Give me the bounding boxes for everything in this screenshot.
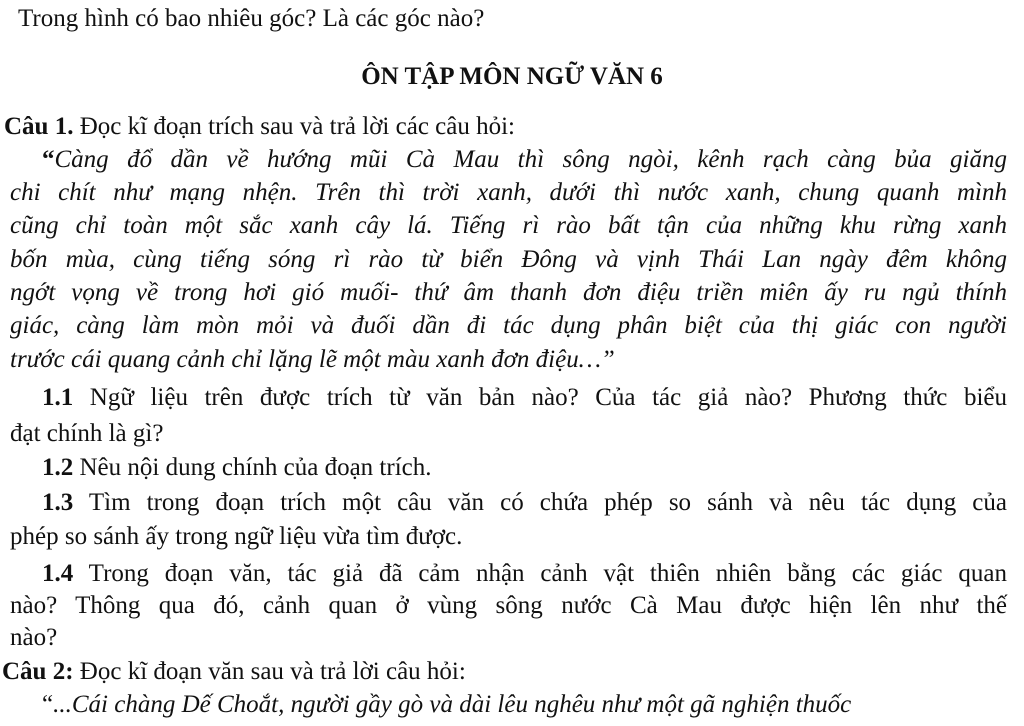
question-2-instruction: Đọc kĩ đoạn văn sau và trả lời câu hỏi:	[73, 658, 466, 685]
subquestion-1-2-text: Nêu nội dung chính của đoạn trích.	[73, 454, 432, 481]
subquestion-1-3-number: 1.3	[42, 489, 74, 516]
passage-line-1-text: Càng đổ dần về hướng mũi Cà Mau thì sông ngòi, kênh rạch càng bủa giăng	[54, 146, 1007, 173]
subquestion-1-1-number: 1.1	[42, 384, 74, 411]
subquestion-1-4-continuation-1: nào? Thông qua đó, cảnh quan ở vùng sông nước Cà Mau được hiện lên như thế	[10, 592, 1007, 619]
passage-line-1	[42, 144, 1007, 176]
passage-line-5: ngớt vọng về trong hơi gió muối- thứ âm thanh đơn điệu triền miên ấy ru ngủ thính	[10, 279, 1007, 306]
subquestion-1-2	[42, 452, 432, 484]
subquestion-1-4-text: Trong đoạn văn, tác giả đã cảm nhận cảnh vật thiên nhiên bằng các giác quan	[73, 560, 1007, 587]
question-2-passage-text: ...Cái chàng Dế Choắt, người gầy gò và dài lêu nghêu như một gã nghiện thuốc	[53, 691, 852, 718]
subquestion-1-3	[42, 487, 1007, 519]
passage-line-7: trước cái quang cảnh chỉ lặng lẽ một màu xanh đơn điệu…”	[10, 346, 615, 373]
subquestion-1-1-text: Ngữ liệu trên được trích từ văn bản nào? Của tác giả nào? Phương thức biểu	[73, 384, 1007, 411]
passage-line-4: bốn mùa, cùng tiếng sóng rì rào từ biển Đông và vịnh Thái Lan ngày đêm không	[10, 246, 1007, 273]
passage-line-6: giác, càng làm mòn mỏi và đuối dần đi tác dụng phân biệt của thị giác con người	[10, 312, 1007, 339]
subquestion-1-1-continuation: đạt chính là gì?	[10, 420, 164, 447]
subquestion-1-2-number: 1.2	[42, 454, 74, 481]
subquestion-1-4-continuation-2: nào?	[10, 624, 58, 651]
question-1-heading	[4, 111, 515, 143]
subquestion-1-4	[42, 558, 1007, 590]
subquestion-1-3-continuation: phép so sánh ấy trong ngữ liệu vừa tìm được.	[10, 523, 463, 550]
question-2-heading	[2, 656, 466, 688]
question-1-label: Câu 1.	[4, 113, 74, 140]
top-question: Trong hình có bao nhiêu góc? Là các góc nào?	[18, 5, 485, 32]
subquestion-1-3-text: Tìm trong đoạn trích một câu văn có chứa phép so sánh và nêu tác dụng của	[73, 489, 1007, 516]
question-2-open-quote: “	[42, 691, 54, 718]
question-1-instruction: Đọc kĩ đoạn trích sau và trả lời các câu hỏi:	[73, 113, 515, 140]
question-2-passage-line-1	[42, 689, 851, 721]
passage-open-quote: “	[42, 146, 55, 173]
section-title: ÔN TẬP MÔN NGỮ VĂN 6	[361, 63, 663, 90]
subquestion-1-4-number: 1.4	[42, 560, 74, 587]
passage-line-2: chi chít như mạng nhện. Trên thì trời xanh, dưới thì nước xanh, chung quanh mình	[10, 179, 1007, 206]
passage-line-3: cũng chỉ toàn một sắc xanh cây lá. Tiếng rì rào bất tận của những khu rừng xanh	[10, 212, 1007, 239]
subquestion-1-1	[42, 382, 1007, 414]
question-2-label: Câu 2:	[2, 658, 74, 685]
